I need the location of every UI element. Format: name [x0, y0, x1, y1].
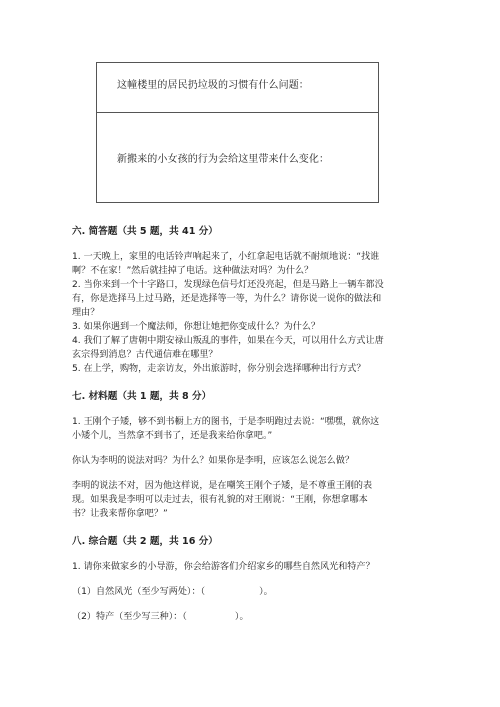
question-line: 有，你是选择马上过马路，还是选择等一等，为什么？请你说一说你的做法和 — [72, 294, 382, 304]
material-line: 小矮个儿，当然拿不到书了，还是我来给你拿吧。” — [72, 431, 273, 441]
question-table — [96, 62, 379, 203]
question-line: 理由？ — [72, 308, 100, 318]
question-line: 3. 如果你遇到一个魔法师，你想让她把你变成什么？为什么？ — [72, 322, 321, 332]
fill-in-line — [72, 610, 422, 624]
material-line: 1. 王刚个子矮，够不到书橱上方的图书，于是李明跑过去说：“嘿嘿，就你这 — [72, 417, 380, 427]
content-body — [72, 225, 422, 624]
table-row — [97, 113, 378, 203]
section-heading: 六. 简答题（共 5 题，共 41 分） — [72, 226, 218, 237]
question-line: 2. 当你来到一个十字路口，发现绿色信号灯还没亮起，但是马路上一辆车都没 — [72, 280, 384, 290]
section-heading: 八. 综合题（共 2 题，共 16 分） — [72, 536, 218, 547]
fill-in-line — [72, 585, 422, 599]
answer-line: 现。如果我是李明可以走过去，很有礼貌的对王刚说：“王刚，你想拿哪本 — [72, 495, 368, 505]
answer-line: 李明的说法不对，因为他这样说，是在嘲笑王刚个子矮，是不尊重王刚的表 — [72, 481, 373, 491]
question-line: 1. 请你来做家乡的小导游，你会给游客们介绍家乡的哪些自然风光和特产？ — [72, 562, 375, 572]
fill-in-close: ）。 — [234, 612, 249, 622]
table-row-text: 这幢楼里的居民扔垃圾的习惯有什么问题： — [117, 80, 309, 91]
answer-line: 书？让我来帮你拿吧？” — [72, 509, 168, 519]
table-row — [97, 63, 378, 113]
section-heading: 七. 材料题（共 1 题，共 8 分） — [72, 391, 212, 402]
question-line: 1. 一天晚上，家里的电话铃声响起来了，小红拿起电话就不耐烦地说：“找谁 — [72, 252, 380, 262]
fill-in-close: ）。 — [259, 587, 273, 597]
question-line: 4. 我们了解了唐朝中期安禄山叛乱的事件，如果在今天，可以用什么方式让唐 — [72, 336, 384, 346]
table-row-text: 新搬来的小女孩的行为会给这里带来什么变化： — [117, 154, 330, 165]
question-line: 啊？不在家！”然后就挂掉了电话。这种做法对吗？为什么？ — [72, 266, 314, 276]
material-question: 你认为李明的说法对吗？为什么？如果你是李明，应该怎么说怎么做？ — [72, 456, 354, 466]
fill-in-prompt: （2）特产（至少写三种）：（ — [72, 612, 187, 622]
question-line: 5. 在上学，购物，走亲访友，外出旅游时，你分别会选择哪种出行方式？ — [72, 364, 366, 374]
question-line: 玄宗得到消息？古代通信难在哪里？ — [72, 350, 218, 360]
fill-in-prompt: （1）自然风光（至少写两处）：（ — [72, 587, 206, 597]
